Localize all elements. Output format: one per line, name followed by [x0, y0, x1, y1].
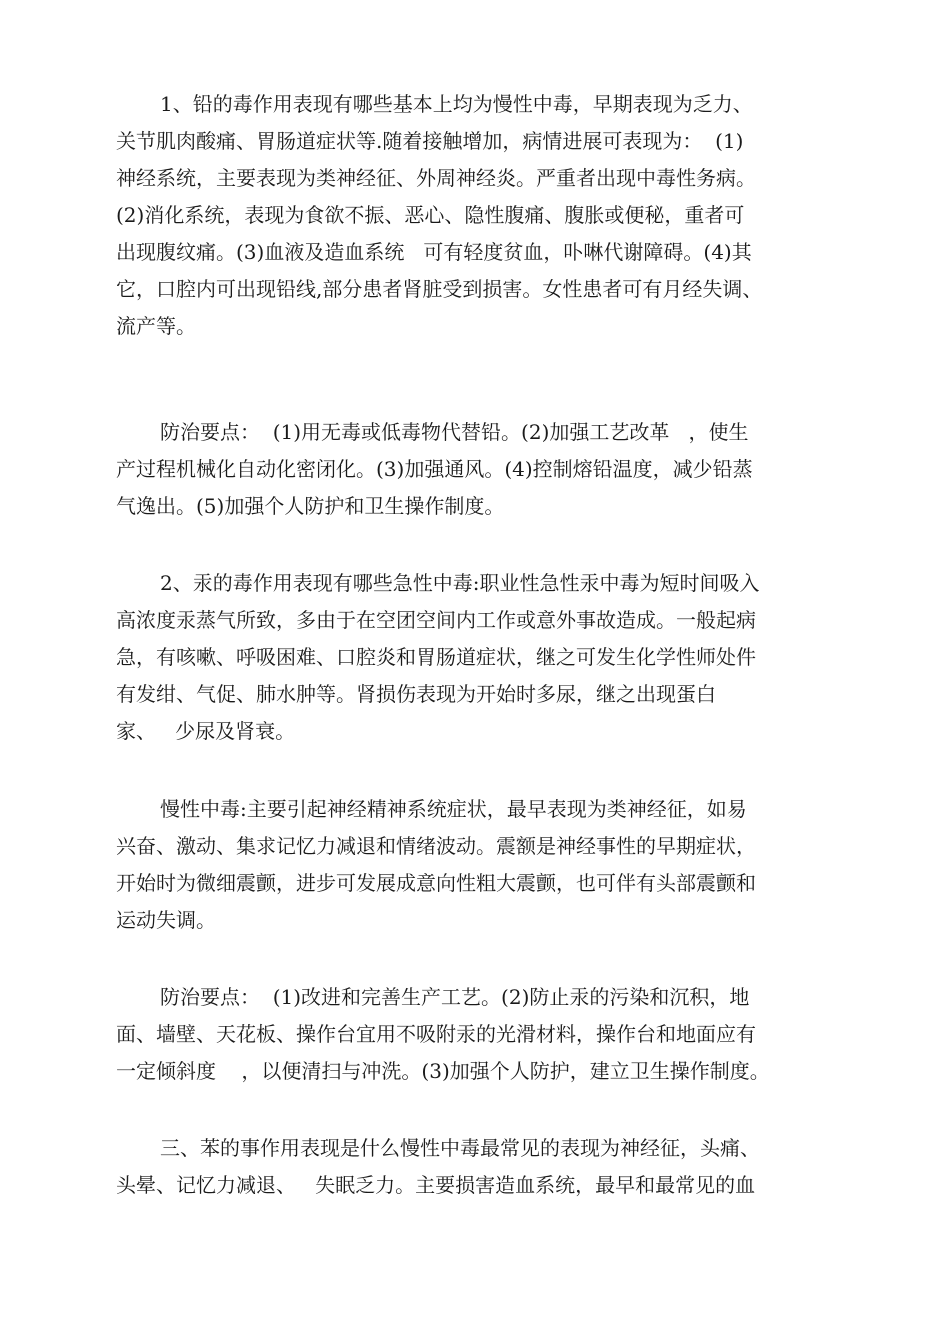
paragraph-mercury-chronic: [116, 791, 756, 939]
paragraph-mercury-acute: [116, 565, 759, 750]
text-line: 防治要点： (1)改进和完善生产工艺。(2)防止汞的污染和沉积，地: [160, 985, 750, 1009]
text-line: 家、 少尿及肾衰。: [116, 719, 296, 743]
text-line: 面、墙壁、天花板、操作台宜用不吸附汞的光滑材料，操作台和地面应有: [116, 1022, 756, 1046]
text-line: 2、汞的毒作用表现有哪些急性中毒:职业性急性汞中毒为短时间吸入: [160, 571, 760, 595]
text-line: 急，有咳嗽、呼吸困难、口腔炎和胃肠道症状，继之可发生化学性师处件: [116, 645, 756, 669]
text-line: 三、苯的事作用表现是什么慢性中毒最常见的表现为神经征，头痛、: [160, 1136, 760, 1160]
text-line: 开始时为微细震颤，进步可发展成意向性粗大震颤，也可伴有头部震颤和: [116, 871, 756, 895]
text-line: 头晕、记忆力减退、 失眠乏力。主要损害造血系统，最早和最常见的血: [116, 1173, 756, 1197]
text-line: 防治要点： (1)用无毒或低毒物代替铅。(2)加强工艺改革 ，使生: [160, 420, 749, 444]
paragraph-benzene-toxicity: [116, 1130, 760, 1204]
text-line: 出现腹纹痛。(3)血液及造血系统 可有轻度贫血，卟啉代谢障碍。(4)其: [116, 240, 752, 264]
text-line: 它，口腔内可出现铅线,部分患者肾脏受到损害。女性患者可有月经失调、: [116, 277, 763, 301]
text-line: 有发绀、气促、肺水肿等。肾损伤表现为开始时多尿，继之出现蛋白: [116, 682, 716, 706]
text-line: 关节肌肉酸痛、胃肠道症状等.随着接触增加，病情进展可表现为： (1): [116, 129, 744, 153]
text-line: 兴奋、激动、集求记忆力减退和情绪波动。震额是神经事性的早期症状，: [116, 834, 756, 858]
text-line: 流产等。: [116, 314, 196, 338]
text-line: 产过程机械化自动化密闭化。(3)加强通风。(4)控制熔铅温度，减少铅蒸: [116, 457, 753, 481]
text-line: 一定倾斜度 ，以便清扫与冲洗。(3)加强个人防护，建立卫生操作制度。: [116, 1059, 770, 1083]
text-line: 高浓度汞蒸气所致，多由于在空团空间内工作或意外事故造成。一般起病: [116, 608, 756, 632]
paragraph-lead-prevention: [116, 414, 753, 525]
text-line: 神经系统，主要表现为类神经征、外周神经炎。严重者出现中毒性务病。: [116, 166, 756, 190]
paragraph-lead-toxicity: [116, 86, 762, 345]
text-line: 1、铅的毒作用表现有哪些基本上均为慢性中毒，早期表现为乏力、: [160, 92, 753, 116]
text-line: 运动失调。: [116, 908, 216, 932]
text-line: (2)消化系统，表现为食欲不振、恶心、隐性腹痛、腹胀或便秘，重者可: [116, 203, 745, 227]
text-line: 慢性中毒:主要引起神经精神系统症状，最早表现为类神经征，如易: [160, 797, 747, 821]
paragraph-mercury-prevention: [116, 979, 770, 1090]
text-line: 气逸出。(5)加强个人防护和卫生操作制度。: [116, 494, 505, 518]
